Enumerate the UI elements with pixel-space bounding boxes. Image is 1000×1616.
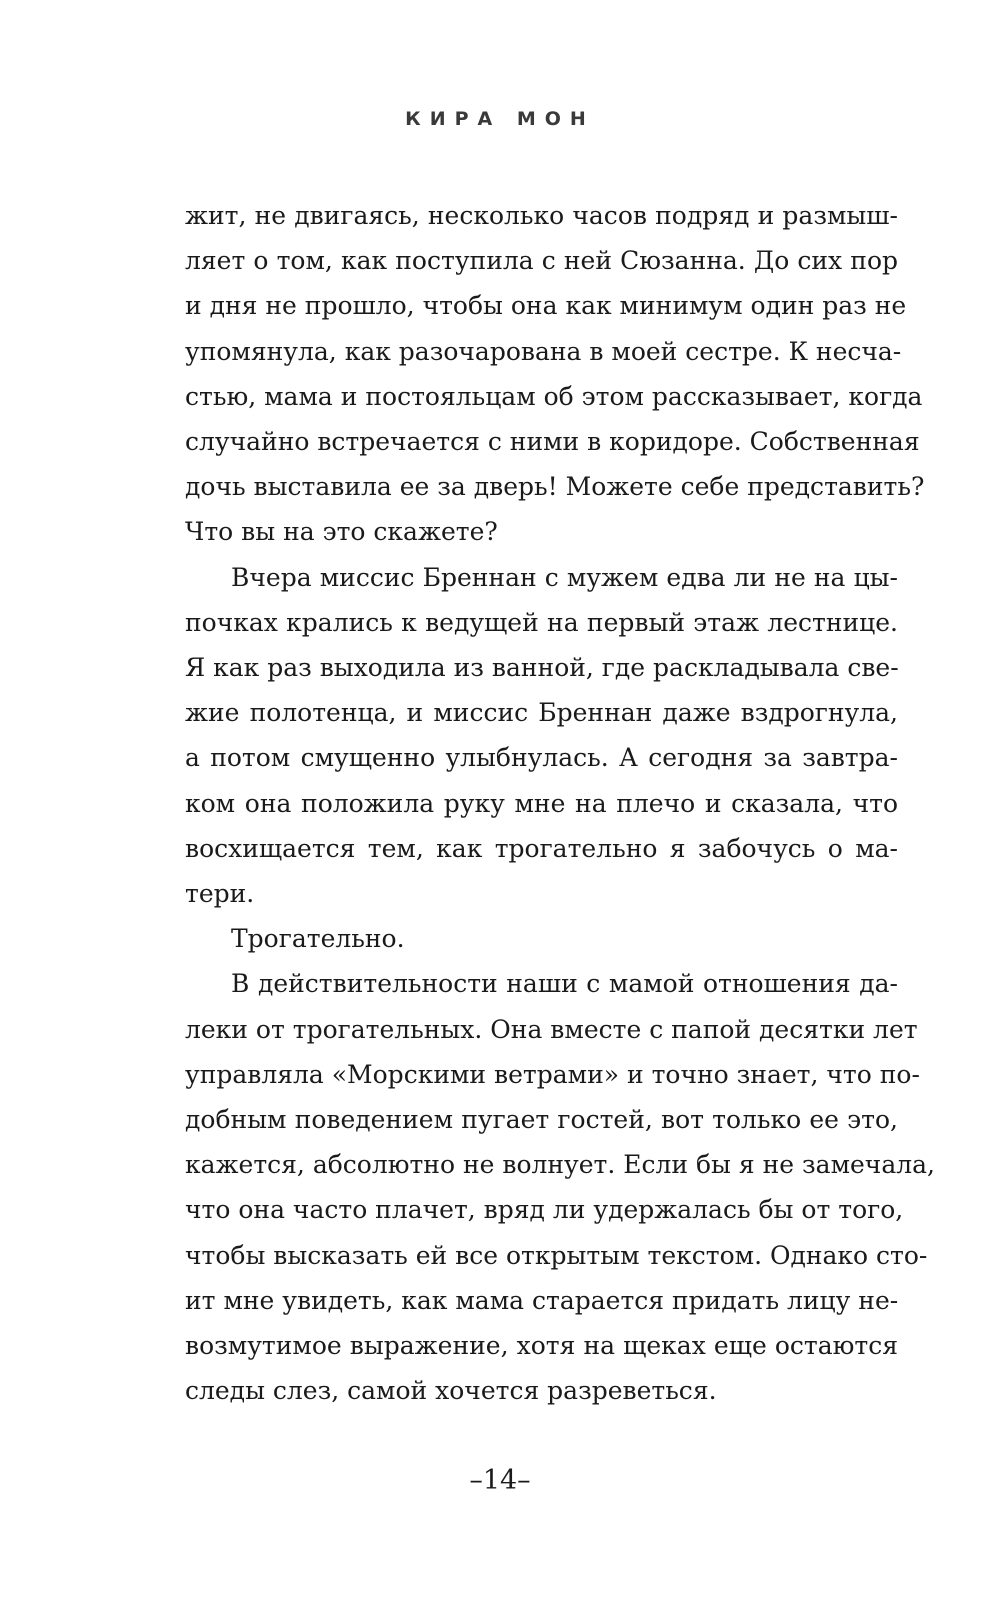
text-line: почках крались к ведущей на первый этаж лестнице. <box>185 607 898 637</box>
text-line: жие полотенца, и миссис Бреннан даже вздрогнула, <box>185 698 898 728</box>
text-line: тери. <box>185 879 255 909</box>
text-line: стью, мама и постояльцам об этом рассказывает, когда <box>185 381 923 411</box>
text-line: Трогательно. <box>231 924 405 954</box>
text-line: а потом смущенно улыбнулась. А сегодня за завтра- <box>185 743 898 773</box>
text-line: Я как раз выходила из ванной, где раскладывала све- <box>185 653 899 683</box>
text-line: ком она положила руку мне на плечо и сказала, что <box>185 788 898 818</box>
text-line: и дня не прошло, чтобы она как минимум один раз не <box>185 291 907 321</box>
text-line: дочь выставила ее за дверь! Можете себе представить? <box>185 472 925 502</box>
text-line: управляла «Морскими ветрами» и точно знает, что по- <box>185 1059 920 1089</box>
text-line: Вчера миссис Бреннан с мужем едва ли не на цы- <box>231 562 898 592</box>
text-line: чтобы высказать ей все открытым текстом. Однако сто- <box>185 1240 928 1270</box>
text-line: Что вы на это скажете? <box>185 517 498 547</box>
text-line: ит мне увидеть, как мама старается придать лицу не- <box>185 1285 899 1315</box>
text-line: В действительности наши с мамой отношения да- <box>231 969 898 999</box>
text-line: следы слез, самой хочется разреветься. <box>185 1376 717 1406</box>
running-title: КИРА МОН <box>405 108 595 130</box>
text-line: восхищается тем, как трогательно я забочусь о ма- <box>185 833 898 863</box>
text-line: упомянула, как разочарована в моей сестре. К несча- <box>185 336 902 366</box>
text-line: кажется, абсолютно не волнует. Если бы я не замечала, <box>185 1150 935 1180</box>
body-text <box>185 193 935 1413</box>
page-number: –14– <box>469 1465 531 1496</box>
text-line: ляет о том, как поступила с ней Сюзанна. До сих пор <box>185 246 898 276</box>
text-line: случайно встречается с ними в коридоре. Собственная <box>185 427 920 457</box>
text-line: что она часто плачет, вряд ли удержалась бы от того, <box>185 1195 904 1225</box>
text-line: добным поведением пугает гостей, вот только ее это, <box>185 1105 898 1135</box>
text-line: возмутимое выражение, хотя на щеках еще остаются <box>185 1331 898 1361</box>
text-line: жит, не двигаясь, несколько часов подряд и размыш- <box>185 201 898 230</box>
text-line: леки от трогательных. Она вместе с папой десятки лет <box>185 1014 918 1044</box>
